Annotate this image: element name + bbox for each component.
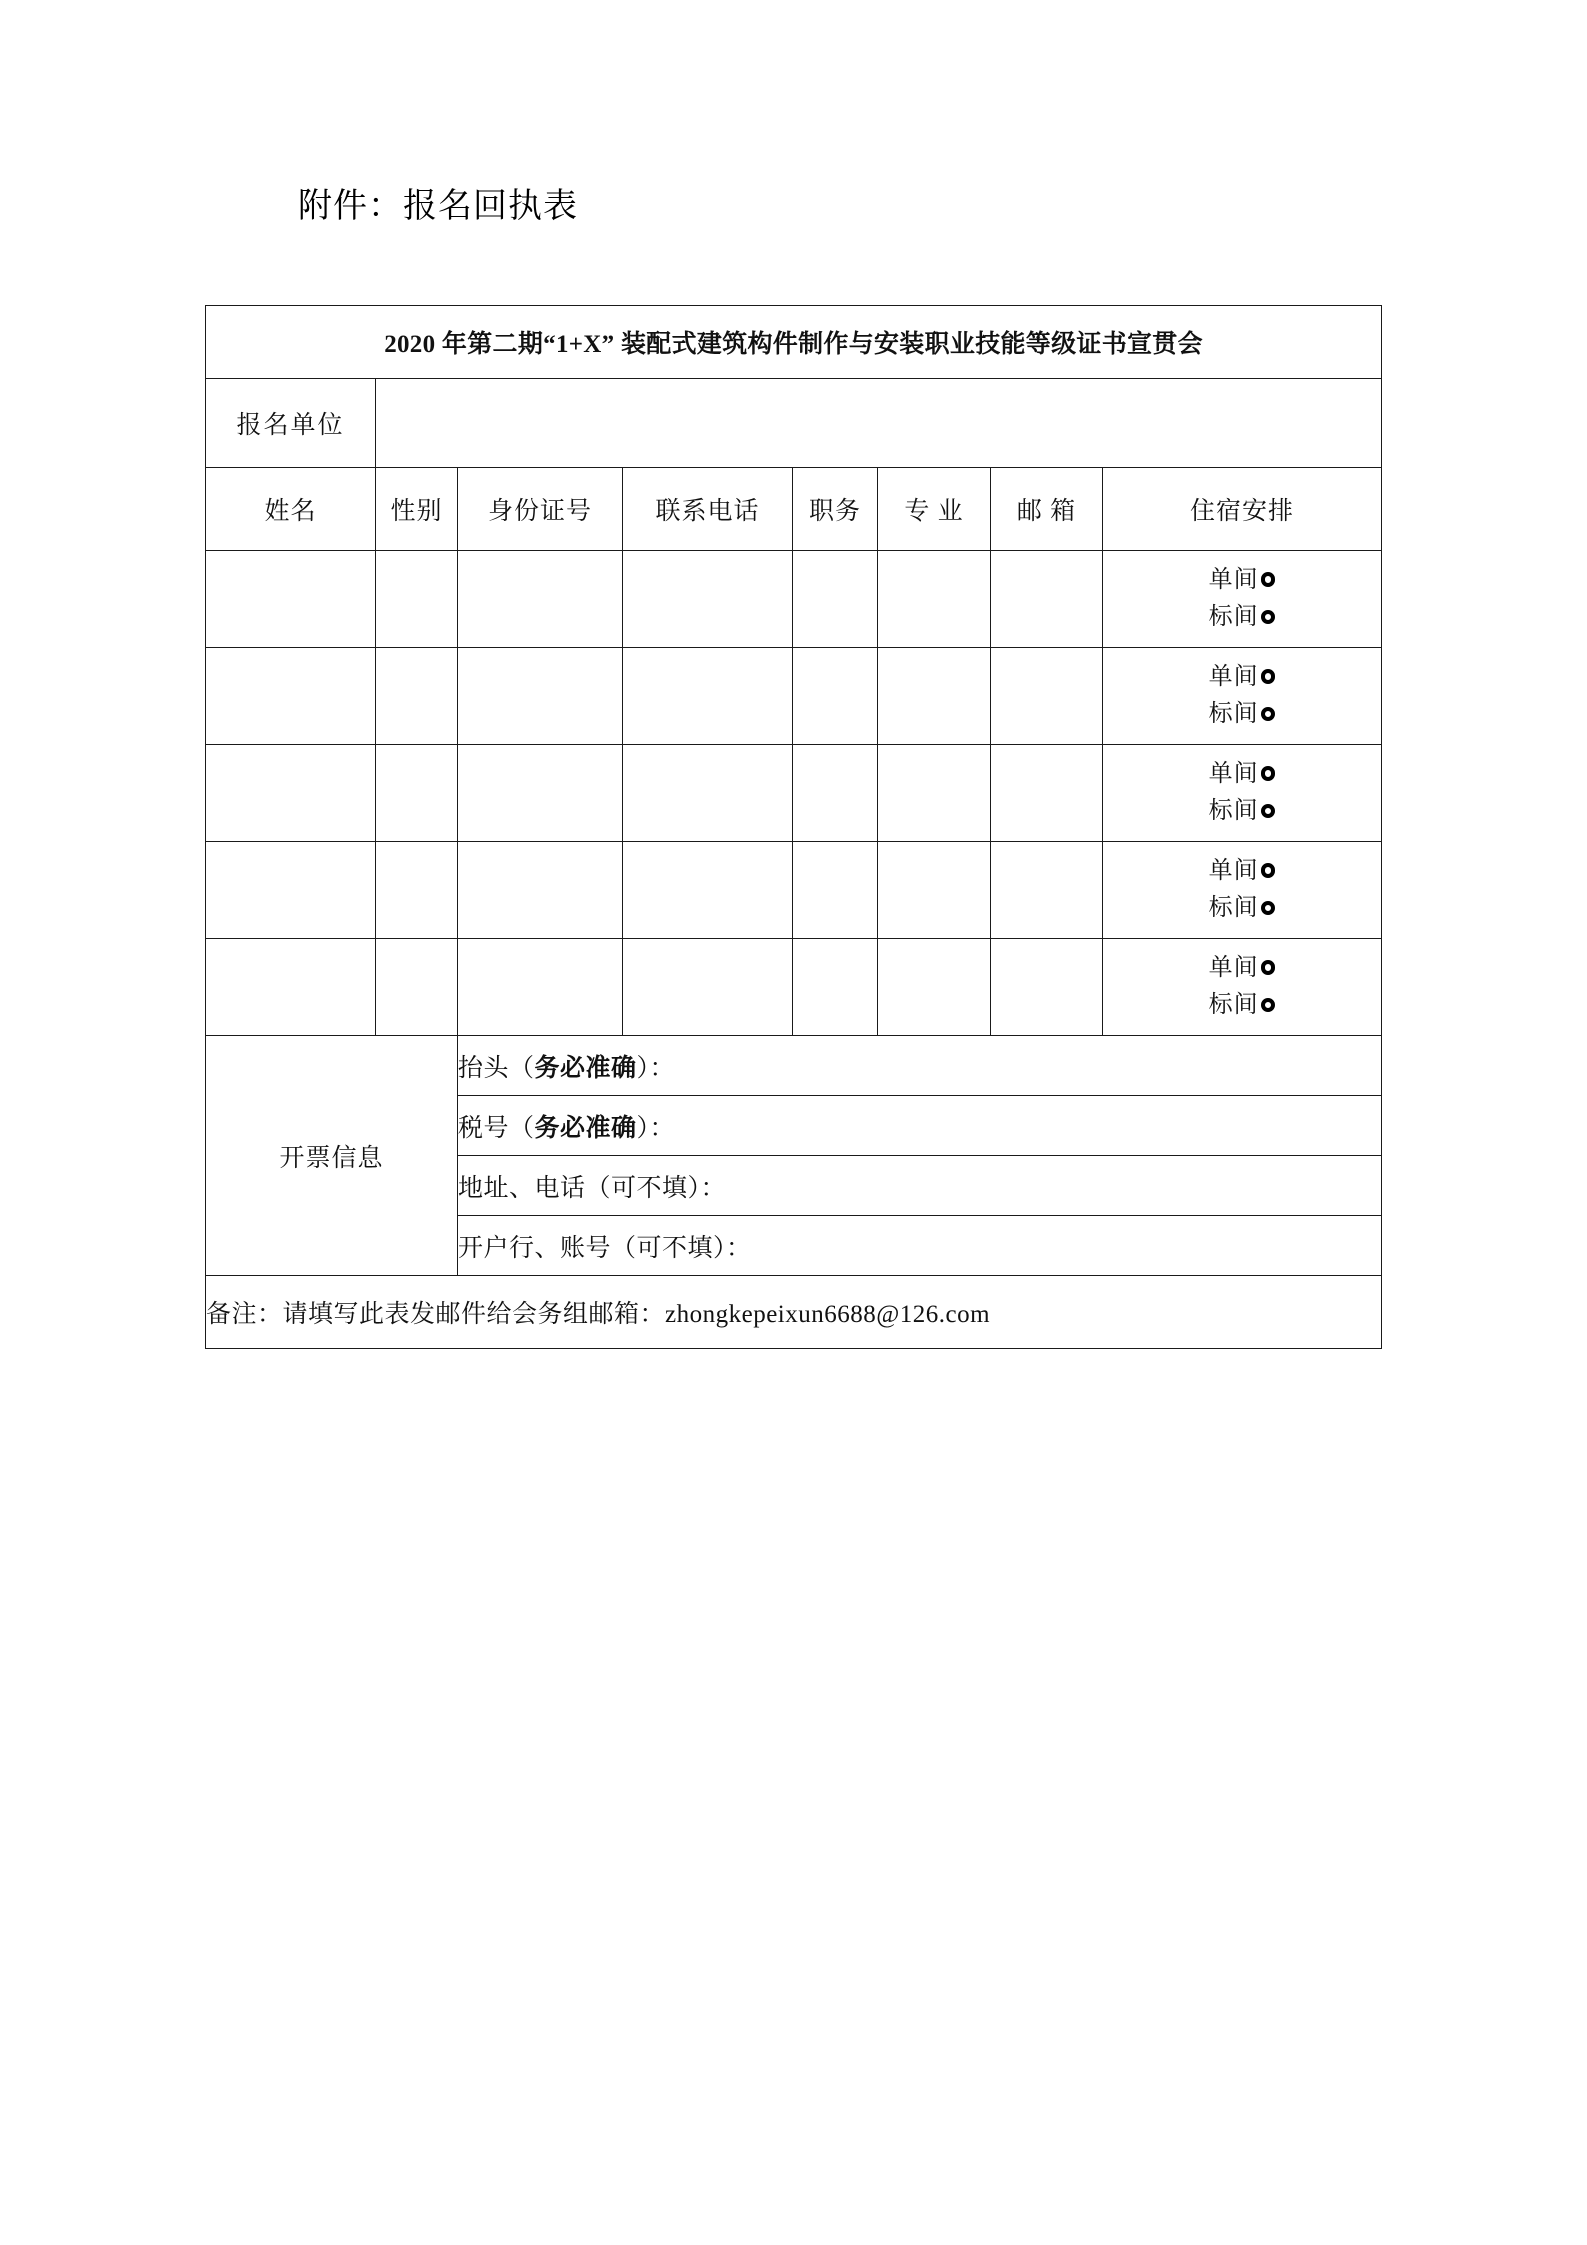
column-header-gender: 性别 xyxy=(376,468,458,551)
cell-gender[interactable] xyxy=(376,648,458,745)
invoice-field-tax-number-emphasis: 务必准确 xyxy=(534,1114,637,1142)
lodging-option-standard[interactable] xyxy=(1103,793,1381,830)
lodging-option-standard[interactable] xyxy=(1103,599,1381,636)
lodging-option-standard-label: 标间 xyxy=(1208,604,1259,630)
cell-id-number[interactable] xyxy=(458,551,623,648)
invoice-field-title[interactable] xyxy=(458,1036,1382,1096)
invoice-field-tax-number-suffix: ）： xyxy=(636,1114,676,1142)
lodging-option-standard-label: 标间 xyxy=(1208,701,1259,727)
table-row xyxy=(206,745,1382,842)
lodging-option-standard[interactable] xyxy=(1103,987,1381,1024)
attachment-heading: 附件：报名回执表 xyxy=(298,188,578,225)
radio-circle-icon[interactable] xyxy=(1261,707,1276,722)
cell-phone[interactable] xyxy=(623,939,793,1036)
cell-phone[interactable] xyxy=(623,745,793,842)
cell-id-number[interactable] xyxy=(458,842,623,939)
lodging-option-single-label: 单间 xyxy=(1208,663,1259,690)
invoice-field-address-phone-prefix: 地址、电话（可不填）： xyxy=(458,1174,727,1202)
registration-unit-label: 报名单位 xyxy=(206,379,376,468)
cell-email[interactable] xyxy=(991,551,1103,648)
cell-phone[interactable] xyxy=(623,648,793,745)
column-header-id-number: 身份证号 xyxy=(458,468,623,551)
cell-lodging xyxy=(1103,648,1382,745)
cell-major[interactable] xyxy=(878,842,991,939)
cell-position[interactable] xyxy=(793,648,878,745)
cell-gender[interactable] xyxy=(376,745,458,842)
cell-email[interactable] xyxy=(991,745,1103,842)
radio-circle-icon[interactable] xyxy=(1261,901,1276,916)
cell-phone[interactable] xyxy=(623,551,793,648)
radio-circle-icon[interactable] xyxy=(1261,669,1276,684)
cell-phone[interactable] xyxy=(623,842,793,939)
lodging-option-standard[interactable] xyxy=(1103,890,1381,927)
cell-major[interactable] xyxy=(878,745,991,842)
cell-lodging xyxy=(1103,745,1382,842)
invoice-field-title-prefix: 抬头（ xyxy=(458,1054,535,1082)
lodging-option-single-label: 单间 xyxy=(1208,566,1259,593)
lodging-option-standard-label: 标间 xyxy=(1208,895,1259,921)
cell-gender[interactable] xyxy=(376,842,458,939)
cell-id-number[interactable] xyxy=(458,648,623,745)
radio-circle-icon[interactable] xyxy=(1261,610,1276,625)
invoice-field-bank-account[interactable] xyxy=(458,1216,1382,1276)
lodging-option-single-label: 单间 xyxy=(1208,857,1259,884)
cell-email[interactable] xyxy=(991,648,1103,745)
radio-circle-icon[interactable] xyxy=(1261,766,1276,781)
radio-circle-icon[interactable] xyxy=(1261,863,1276,878)
cell-lodging xyxy=(1103,842,1382,939)
radio-circle-icon[interactable] xyxy=(1261,960,1276,975)
invoice-field-tax-number-prefix: 税号（ xyxy=(458,1114,535,1142)
cell-id-number[interactable] xyxy=(458,939,623,1036)
form-title: 2020 年第二期“1+X” 装配式建筑构件制作与安装职业技能等级证书宣贯会 xyxy=(206,306,1382,379)
registration-unit-value[interactable] xyxy=(376,379,1382,468)
column-header-phone: 联系电话 xyxy=(623,468,793,551)
lodging-option-single-label: 单间 xyxy=(1208,954,1259,981)
cell-position[interactable] xyxy=(793,745,878,842)
invoice-row-title xyxy=(206,1036,1382,1096)
invoice-info-label: 开票信息 xyxy=(206,1036,458,1276)
cell-email[interactable] xyxy=(991,842,1103,939)
lodging-option-single-label: 单间 xyxy=(1208,760,1259,787)
cell-name[interactable] xyxy=(206,551,376,648)
lodging-option-standard[interactable] xyxy=(1103,696,1381,733)
radio-circle-icon[interactable] xyxy=(1261,572,1276,587)
radio-circle-icon[interactable] xyxy=(1261,804,1276,819)
cell-position[interactable] xyxy=(793,842,878,939)
registration-reply-form xyxy=(205,305,1382,1349)
cell-major[interactable] xyxy=(878,551,991,648)
column-header-position: 职务 xyxy=(793,468,878,551)
cell-name[interactable] xyxy=(206,842,376,939)
cell-position[interactable] xyxy=(793,551,878,648)
invoice-field-title-emphasis: 务必准确 xyxy=(534,1054,637,1082)
radio-circle-icon[interactable] xyxy=(1261,998,1276,1013)
table-row xyxy=(206,648,1382,745)
lodging-option-standard-label: 标间 xyxy=(1208,798,1259,824)
cell-name[interactable] xyxy=(206,745,376,842)
cell-major[interactable] xyxy=(878,939,991,1036)
table-row xyxy=(206,551,1382,648)
cell-major[interactable] xyxy=(878,648,991,745)
lodging-option-standard-label: 标间 xyxy=(1208,992,1259,1018)
cell-position[interactable] xyxy=(793,939,878,1036)
lodging-option-single[interactable] xyxy=(1103,562,1381,599)
column-header-email: 邮 箱 xyxy=(991,468,1103,551)
invoice-field-tax-number[interactable] xyxy=(458,1096,1382,1156)
cell-name[interactable] xyxy=(206,939,376,1036)
cell-lodging xyxy=(1103,551,1382,648)
cell-gender[interactable] xyxy=(376,551,458,648)
column-header-row xyxy=(206,468,1382,551)
registration-unit-row xyxy=(206,379,1382,468)
invoice-field-bank-account-prefix: 开户行、账号（可不填）： xyxy=(458,1234,752,1262)
form-note: 备注：请填写此表发邮件给会务组邮箱：zhongkepeixun6688@126.com xyxy=(206,1276,1382,1349)
table-row xyxy=(206,939,1382,1036)
column-header-major: 专 业 xyxy=(878,468,991,551)
lodging-option-single[interactable] xyxy=(1103,853,1381,890)
lodging-option-single[interactable] xyxy=(1103,950,1381,987)
cell-email[interactable] xyxy=(991,939,1103,1036)
form-title-row xyxy=(206,306,1382,379)
invoice-field-title-suffix: ）： xyxy=(636,1054,676,1082)
table-row xyxy=(206,842,1382,939)
cell-gender[interactable] xyxy=(376,939,458,1036)
lodging-option-single[interactable] xyxy=(1103,659,1381,696)
cell-name[interactable] xyxy=(206,648,376,745)
note-row xyxy=(206,1276,1382,1349)
cell-lodging xyxy=(1103,939,1382,1036)
column-header-lodging: 住宿安排 xyxy=(1103,468,1382,551)
column-header-name: 姓名 xyxy=(206,468,376,551)
lodging-option-single[interactable] xyxy=(1103,756,1381,793)
invoice-field-address-phone[interactable] xyxy=(458,1156,1382,1216)
cell-id-number[interactable] xyxy=(458,745,623,842)
